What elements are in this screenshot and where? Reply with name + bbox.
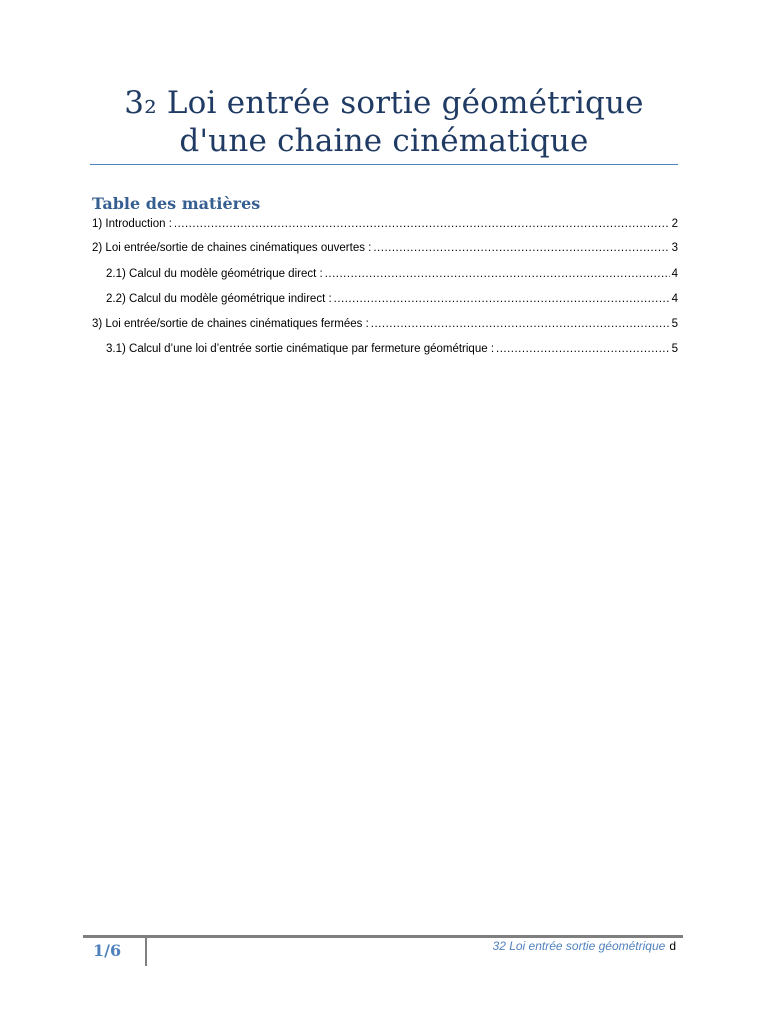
toc-dot-leader — [174, 218, 670, 230]
toc-dot-leader — [325, 268, 670, 280]
toc-entry-page: 2 — [671, 218, 678, 230]
toc-entry-page: 5 — [671, 318, 678, 330]
toc-entry-label: 3.1) Calcul d’une loi d’entrée sortie cinématique par fermeture géométrique : — [106, 343, 495, 355]
toc-entry[interactable] — [106, 343, 678, 355]
toc-entry-label: 2.1) Calcul du modèle géométrique direct : — [106, 268, 323, 280]
toc-dot-leader — [334, 293, 670, 305]
footer-page-number: 1/6 — [93, 941, 122, 960]
toc-dot-leader — [371, 318, 670, 330]
toc-entry[interactable] — [92, 242, 678, 254]
footer-divider — [145, 938, 147, 966]
footer-running-title-text: 32 Loi entrée sortie géométrique — [492, 939, 666, 953]
toc-entry-page: 4 — [671, 268, 678, 280]
toc-dot-leader — [373, 242, 669, 254]
toc-entry-label: 3) Loi entrée/sortie de chaines cinématiques fermées : — [92, 318, 369, 330]
footer-running-title — [493, 939, 676, 953]
toc-entry[interactable] — [92, 218, 678, 230]
footer-running-title-tail: d — [669, 939, 676, 953]
toc-entry-page: 5 — [671, 343, 678, 355]
toc-entry[interactable] — [92, 318, 678, 330]
toc-heading: Table des matières — [92, 194, 261, 213]
document-title: 3₂ Loi entrée sortie géométrique d'une chaine cinématique — [124, 85, 644, 159]
toc-entry-label: 2.2) Calcul du modèle géométrique indirect : — [106, 293, 332, 305]
toc-entry[interactable] — [106, 293, 678, 305]
toc-entry[interactable] — [106, 268, 678, 280]
toc-entry-label: 1) Introduction : — [92, 218, 172, 230]
toc-entry-label: 2) Loi entrée/sortie de chaines cinématiques ouvertes : — [92, 242, 372, 254]
title-underline — [90, 164, 678, 165]
footer-rule — [83, 935, 683, 938]
toc-dot-leader — [496, 343, 670, 355]
toc-entry-page: 4 — [671, 293, 678, 305]
toc-entry-page: 3 — [671, 242, 678, 254]
